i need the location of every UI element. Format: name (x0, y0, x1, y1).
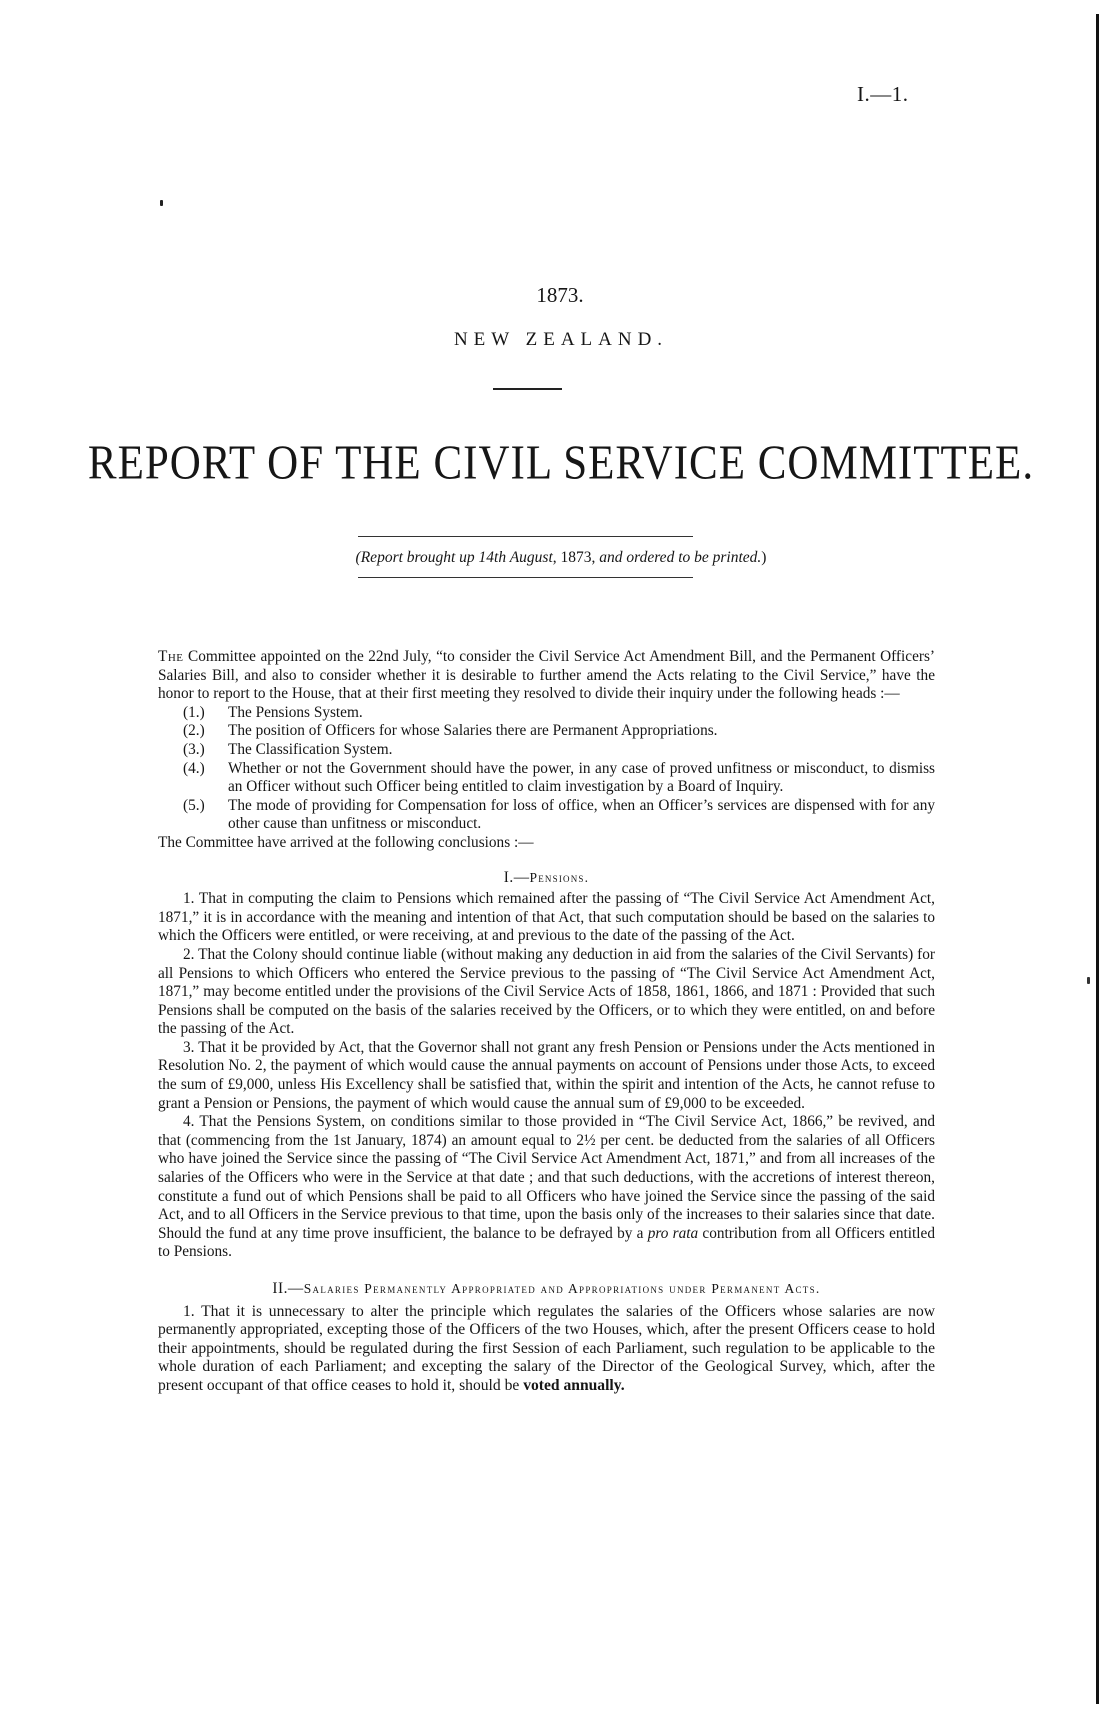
subtitle-rule-bottom (358, 577, 693, 578)
list-item (158, 704, 935, 723)
subtitle-day: 14th (478, 549, 507, 566)
paragraph-text: 4. That the Pensions System, on conditions similar to those provided in “The Civil Service Act, 1866,” be revived, and that (commencing from the 1st January, 1874) an amount equal to 2½ per cent. be deducted from the salaries of all Officers who have joined the Service since the passing of “The Civil Service Act Amendment Act, 1871,” and from all increases of the salaries of the Officers who were in the Service at that date ; and that such deductions, with the accretions of interest thereon, constitute a fund out of which Pensions shall be paid to all Officers who have joined the Service since the passing of the said Act, and to all Officers in the Service previous to that time, upon the basis only of the increases to their salaries since that date. Should the fund at any time prove insufficient, the balance to be defrayed by a (158, 1113, 935, 1242)
list-number: (5.) (183, 796, 205, 814)
subtitle-month: August (506, 549, 553, 566)
pensions-paragraph-4 (158, 1113, 935, 1262)
list-item (158, 797, 935, 834)
divider-rule (493, 388, 562, 390)
paragraph-text: 1. That it is unnecessary to alter the principle which regulates the salaries of the Officers whose salaries are now permanently appropriated, excepting those of the Officers of the two Houses, which, after the present Officers cease to hold their appointments, should be regulated during the first Session of each Parliament, such regulation to be applicable to the whole duration of each Parliament; and excepting the salary of the Director of the Geological Survey, which, after the present occupant of that office ceases to hold it, should be (158, 1302, 935, 1394)
list-number: (1.) (183, 703, 205, 721)
list-text: The Classification System. (228, 740, 393, 758)
report-body (158, 648, 935, 1396)
list-text: The mode of providing for Compensation for loss of office, when an Officer’s services are dispensed with for any other cause than unfitness or misconduct. (228, 796, 935, 833)
page-edge-rule (1096, 14, 1099, 1704)
paragraph-italic: pro rata (647, 1224, 699, 1242)
subtitle-paren-open: ( (355, 549, 361, 566)
document-title: REPORT OF THE CIVIL SERVICE COMMITTEE. (87, 437, 1035, 490)
report-subtitle (0, 549, 1114, 567)
subtitle-text: Report brought up (360, 549, 479, 566)
salaries-paragraph-1 (158, 1303, 935, 1396)
intro-text: Committee appointed on the 22nd July, “to consider the Civil Service Act Amendment Bill, and the Permanent Officers’ Salaries Bill, and also to consider whether it is desirable to further amend the Acts relating to the Civil Service,” have the honor to report to the House, that at their first meeting they resolved to divide their inquiry under the following heads :— (158, 648, 935, 703)
section-heading-salaries (158, 1280, 935, 1299)
intro-paragraph (158, 648, 935, 704)
subtitle-paren-close: ) (761, 549, 767, 566)
list-item (158, 741, 935, 760)
page-number: I.—1. (857, 82, 909, 106)
list-text: The Pensions System. (228, 703, 363, 721)
section-number: I.— (503, 868, 530, 886)
list-text: Whether or not the Government should have the power, in any case of proved unfitness or misconduct, to dismiss an Officer without such Officer being entitled to claim investigation by a Board of Inquiry. (228, 759, 935, 796)
subtitle-year: , 1873, (552, 549, 600, 566)
document-country: NEW ZEALAND. (453, 329, 669, 350)
paragraph-text: contribution from all Officers entitled to Pensions. (158, 1224, 935, 1261)
list-text: The position of Officers for whose Salaries there are Permanent Appropriations. (228, 722, 718, 740)
print-speck (160, 200, 163, 206)
section-number: II.— (272, 1280, 304, 1297)
print-speck (1087, 977, 1090, 984)
pensions-paragraph-2: 2. That the Colony should continue liable (without making any deduction in aid from the salaries of the Civil Servants) for all Pensions to which Officers who entered the Service previous to the passing of “The Civil Service Act Amendment Act, 1871,” may become entitled under the provisions of the Civil Service Acts of 1858, 1861, 1866, and 1871 : Provided that such Pensions shall be computed on the basis of the salaries received by the Officers, or to which they were entitled, on and before the passing of the Act. (158, 945, 935, 1038)
list-number: (4.) (183, 759, 205, 777)
list-item (158, 722, 935, 741)
paragraph-tail: voted annually. (523, 1376, 625, 1394)
pensions-paragraph-1: 1. That in computing the claim to Pensions which remained after the passing of “The Civil Service Act Amendment Act, 1871,” it is in accordance with the meaning and intention of that Act, that such computation should be based on the salaries to which the Officers were entitled, or were receiving, at and previous to the date of the passing of the Act. (158, 890, 935, 945)
pensions-paragraph-3: 3. That it be provided by Act, that the Governor shall not grant any fresh Pension or Pensions under the Acts mentioned in Resolution No. 2, the payment of which would cause the annual payments on account of Pensions under those Acts, to exceed the sum of £9,000, unless His Excellency shall be satisfied that, within the spirit and intention of the Acts, he cannot refuse to grant a Pension or Pensions, the payment of which would cause the annual sum of £9,000 to be exceeded. (158, 1038, 935, 1112)
list-item (158, 760, 935, 797)
subtitle-rule-top (358, 536, 693, 537)
conclusions-intro: The Committee have arrived at the following conclusions :— (158, 833, 534, 851)
inquiry-heads-list (158, 704, 935, 834)
section-title: Salaries Permanently Appropriated and Appropriations under Permanent Acts. (303, 1281, 821, 1296)
document-year: 1873. (536, 283, 584, 307)
subtitle-order: and ordered to be printed. (599, 549, 762, 566)
list-number: (2.) (183, 722, 205, 740)
list-number: (3.) (183, 740, 205, 758)
section-title: Pensions. (529, 869, 590, 885)
intro-lead: The (158, 648, 184, 665)
section-heading-pensions (158, 869, 935, 888)
